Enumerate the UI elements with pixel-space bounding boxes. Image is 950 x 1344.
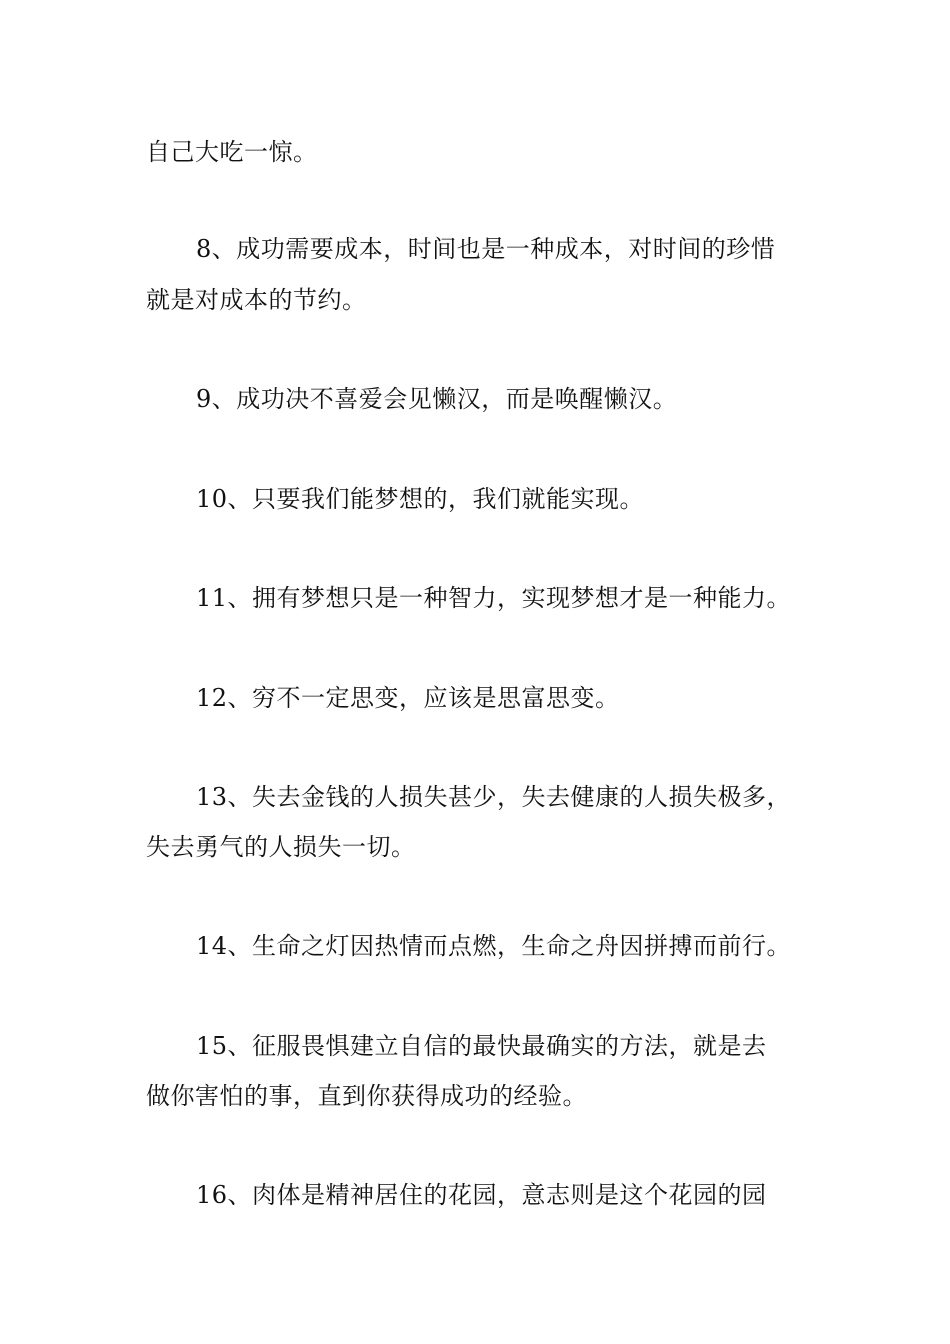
quote-15-line-1: 15、征服畏惧建立自信的最快最确实的方法，就是去 xyxy=(196,1032,767,1060)
quote-8-line-2: 就是对成本的节约。 xyxy=(146,286,367,314)
quote-13-line-2: 失去勇气的人损失一切。 xyxy=(146,833,416,861)
quote-11: 11、拥有梦想只是一种智力，实现梦想才是一种能力。 xyxy=(196,584,792,612)
text-line-continuation: 自己大吃一惊。 xyxy=(146,138,318,166)
quote-14: 14、生命之灯因热情而点燃，生命之舟因拼搏而前行。 xyxy=(196,932,792,960)
quote-10: 10、只要我们能梦想的，我们就能实现。 xyxy=(196,485,645,513)
quote-12: 12、穷不一定思变，应该是思富思变。 xyxy=(196,684,620,712)
quote-16-line-1: 16、肉体是精神居住的花园，意志则是这个花园的园 xyxy=(196,1181,767,1209)
quote-15-line-2: 做你害怕的事，直到你获得成功的经验。 xyxy=(146,1082,587,1110)
quote-9: 9、成功决不喜爱会见懒汉，而是唤醒懒汉。 xyxy=(196,385,678,413)
quote-8-line-1: 8、成功需要成本，时间也是一种成本，对时间的珍惜 xyxy=(196,235,776,263)
quote-13-line-1: 13、失去金钱的人损失甚少，失去健康的人损失极多， xyxy=(196,783,792,811)
